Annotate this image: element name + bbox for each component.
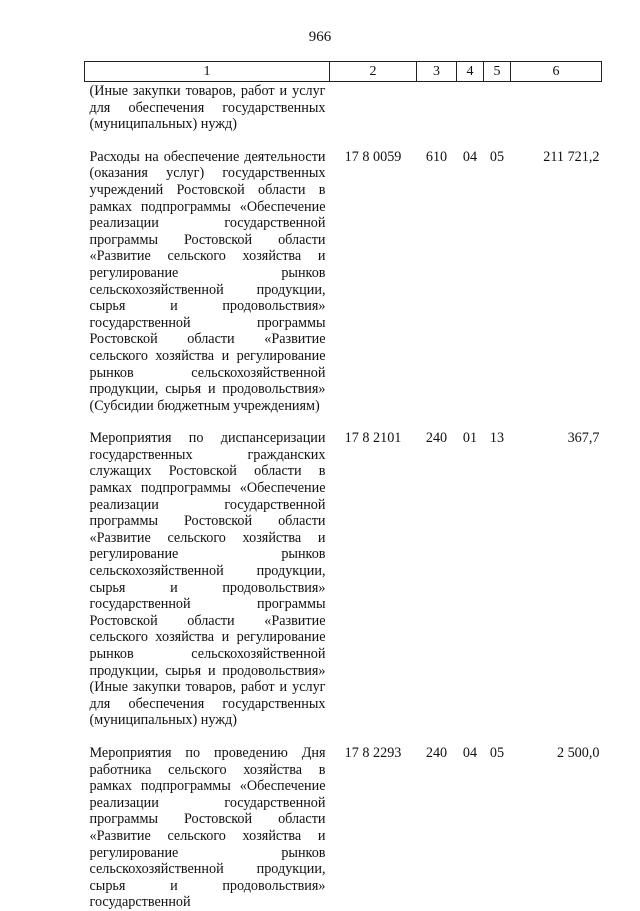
row-amount: 367,7 [567,430,600,447]
row-expense-type [417,82,457,149]
budget-table [84,61,602,911]
row-target-code: 17 8 2293 [344,744,402,761]
table-row [85,745,602,911]
column-header-3: 3 [417,62,457,82]
column-header-4: 4 [457,62,484,82]
row-subsection: 13 [489,430,505,447]
row-description: (Иные закупки товаров, работ и услуг для обеспечения государственных (муниципальных) нужд) [89,83,326,133]
column-header-6: 6 [511,62,602,82]
row-amount: 211 721,2 [543,148,600,165]
row-section [457,82,484,149]
row-subsection [484,82,511,149]
row-amount: 2 500,0 [556,744,600,761]
row-description: Мероприятия по проведению Дня работника сельского хозяйства в рамках подпрограммы «Обеспечение реализации государственной программы Ростовской области «Развитие сельского хозяйства и регулирование рынков сельскохозяйственной продукции, сырья и продовольствия» государственной [89,744,326,911]
row-target-code: 17 8 0059 [344,148,402,165]
table-row [85,430,602,745]
row-subsection: 05 [489,744,505,761]
column-header-2: 2 [330,62,417,82]
row-target-code: 17 8 2101 [344,430,402,447]
row-section: 04 [462,148,478,165]
table-row [85,149,602,431]
column-header-1: 1 [85,62,330,82]
row-section: 04 [462,744,478,761]
table-row [85,82,602,149]
column-header-5: 5 [484,62,511,82]
row-description: Расходы на обеспечение деятельности (оказания услуг) государственных учреждений Ростовской области в рамках подпрограммы «Обеспечение реализации государственной программы Ростовской области «Развитие сельского хозяйства и регулирование рынков сельскохозяйственной продукции, сырья и продовольствия» государственной программы Ростовской области «Развитие сельского хозяйства и регулирование рынков сельскохозяйственной продукции, сырья и продовольствия» (Субсидии бюджетным учреждениям) [89,148,326,414]
row-subsection: 05 [489,148,505,165]
table-header-row [85,62,602,82]
row-section: 01 [462,430,478,447]
row-description: Мероприятия по диспансеризации государственных гражданских служащих Ростовской области в рамках подпрограммы «Обеспечение реализации государственной программы Ростовской области «Развитие сельского хозяйства и регулирование рынков сельскохозяйственной продукции, сырья и продовольствия» государственной программы Ростовской области «Развитие сельского хозяйства и регулирование рынков сельскохозяйственной продукции, сырья и продовольствия» (Иные закупки товаров, работ и услуг для обеспечения государственных (муниципальных) нужд) [89,430,326,729]
page-number: 966 [308,29,332,45]
row-expense-type: 240 [425,744,448,761]
row-expense-type: 240 [425,430,448,447]
row-amount [511,82,602,149]
row-target-code [330,82,417,149]
row-expense-type: 610 [425,148,448,165]
